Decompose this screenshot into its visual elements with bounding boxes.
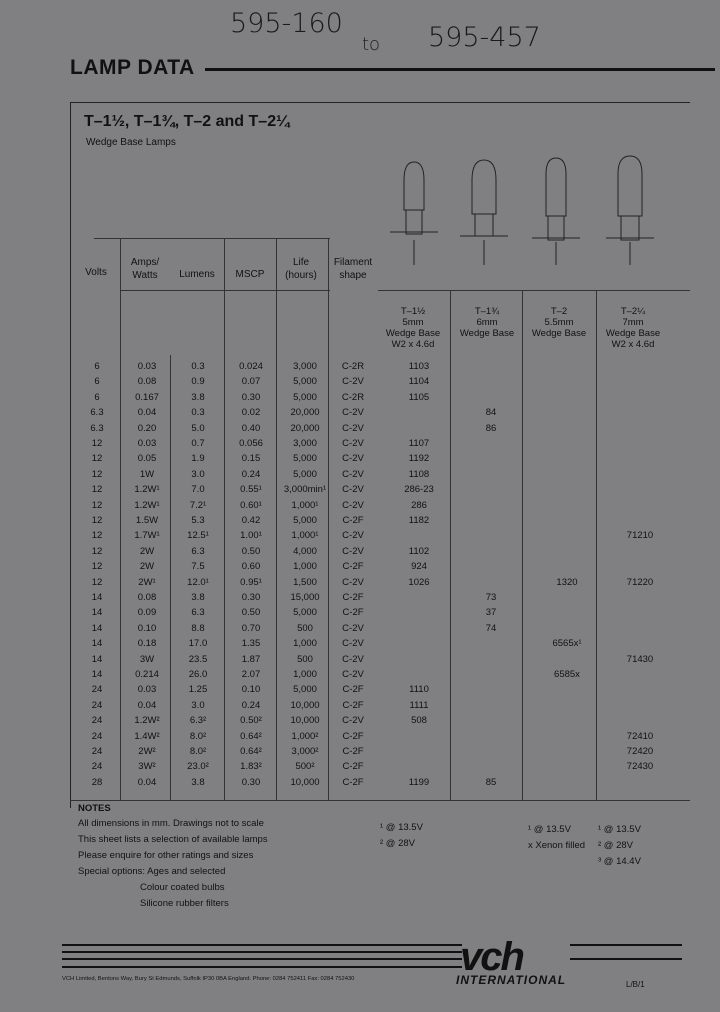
table-cell: C-2F — [342, 684, 364, 696]
table-cell: 0.70 — [241, 622, 261, 634]
table-cell: 0.07 — [241, 376, 261, 388]
header-rule-top — [94, 238, 330, 239]
table-cell: C-2F — [342, 746, 364, 757]
col-divider-8 — [596, 290, 597, 800]
table-cell: 1,000 — [293, 561, 317, 573]
col-divider-7 — [522, 290, 523, 800]
table-cell: 1102 — [408, 545, 430, 557]
table-cell: C-2V — [342, 407, 364, 419]
table-cell: 1110 — [409, 684, 429, 696]
title-rule — [205, 68, 715, 71]
table-cell: 23.0² — [187, 761, 209, 773]
table-cell: 5,000 — [293, 684, 317, 696]
notes-rule — [70, 800, 690, 801]
table-cell: 74 — [485, 622, 497, 634]
handwritten-to: to — [362, 34, 381, 55]
table-cell: 2W — [139, 561, 155, 573]
table-cell: C-2V — [342, 484, 364, 496]
table-cell: 12 — [91, 561, 103, 573]
footnote-col4: ¹ @ 13.5V — [598, 824, 641, 835]
handwritten-part-to: 595-457 — [428, 22, 541, 53]
col-divider-1 — [120, 238, 121, 800]
table-cell: 6.3 — [90, 407, 104, 419]
table-cell: 12.5¹ — [187, 530, 209, 542]
table-cell: 0.05 — [137, 453, 157, 465]
table-cell: 0.214 — [135, 669, 159, 680]
company-address: VCH Limited, Bentons Way, Bury St Edmunds, Suffolk IP30 0BA England. Phone: 0284 752411 Fax: 0284 752430 — [62, 976, 355, 982]
col-divider-2 — [170, 355, 171, 800]
lamp-type-t2-25: T–2¼ 7mm Wedge Base W2 x 4.6d — [605, 306, 661, 350]
table-cell: 24 — [91, 715, 103, 727]
lamp-type-t2: T–2 5.5mm Wedge Base — [531, 306, 587, 339]
brand-international: INTERNATIONAL — [456, 973, 567, 987]
table-cell: 24 — [91, 746, 103, 757]
table-cell: C-2F — [342, 776, 364, 788]
table-cell: C-2V — [342, 468, 364, 480]
table-cell: 5,000 — [293, 468, 317, 480]
table-cell: 0.04 — [137, 407, 157, 419]
table-cell: 24 — [91, 684, 103, 696]
table-cell: C-2V — [342, 545, 364, 557]
table-cell: 0.02 — [241, 407, 261, 419]
table-cell: 1320 — [556, 576, 578, 588]
table-cell: 1,000 — [293, 638, 317, 650]
frame-left-rule — [70, 102, 71, 808]
table-cell: C-2F — [342, 607, 364, 619]
table-cell: 0.60 — [241, 561, 261, 573]
table-cell: 0.7 — [191, 438, 205, 449]
table-cell: C-2V — [342, 422, 364, 434]
col-header-mscp: MSCP — [235, 269, 265, 280]
table-cell: 20,000 — [290, 422, 320, 434]
table-cell: 8.8 — [191, 622, 205, 634]
table-cell: 0.3 — [191, 361, 205, 372]
table-cell: 1,000² — [291, 730, 319, 742]
table-cell: 86 — [485, 422, 497, 434]
table-cell: 1.00¹ — [240, 530, 262, 542]
table-cell: 71430 — [626, 653, 654, 665]
table-cell: 6585x — [554, 669, 580, 680]
table-cell: 37 — [485, 607, 497, 619]
table-cell: 0.55¹ — [240, 484, 262, 496]
table-cell: 7.5 — [191, 561, 205, 573]
table-cell: 12 — [91, 499, 103, 511]
table-cell: 1W — [139, 468, 155, 480]
table-cell: 14 — [91, 622, 103, 634]
table-cell: C-2V — [342, 715, 364, 727]
table-cell: 12 — [91, 515, 103, 526]
table-cell: C-2F — [342, 761, 364, 773]
table-cell: 0.50² — [240, 715, 262, 727]
table-cell: 0.20 — [137, 422, 157, 434]
table-cell: 6.3 — [191, 545, 205, 557]
table-cell: 3,000min¹ — [283, 484, 327, 496]
table-cell: C-2V — [342, 499, 364, 511]
table-cell: 2.07 — [241, 669, 261, 680]
table-cell: 5,000 — [293, 391, 317, 403]
table-cell: 5,000 — [293, 515, 317, 526]
table-cell: 1.9 — [191, 453, 205, 465]
table-cell: 12 — [91, 530, 103, 542]
table-cell: 3.0 — [191, 468, 205, 480]
table-cell: 1.4W² — [134, 730, 160, 742]
table-cell: 14 — [91, 592, 103, 603]
table-cell: 15,000 — [290, 592, 320, 603]
footnote-col4: ³ @ 14.4V — [598, 856, 641, 867]
table-cell: 72420 — [626, 746, 654, 757]
table-cell: 1199 — [408, 776, 430, 788]
table-cell: 5.0 — [191, 422, 205, 434]
table-cell: 6.3 — [90, 422, 104, 434]
table-cell: 1111 — [409, 699, 429, 711]
footnote-col3: ¹ @ 13.5V — [528, 824, 571, 835]
table-cell: 3.8 — [191, 391, 205, 403]
table-cell: 14 — [91, 669, 103, 680]
table-cell: 12 — [91, 576, 103, 588]
table-cell: 12 — [91, 484, 103, 496]
footer-stripe — [570, 944, 682, 946]
note-line: Special options: Ages and selected — [78, 866, 226, 877]
table-cell: C-2F — [342, 699, 364, 711]
table-cell: 3,000 — [293, 438, 317, 449]
table-cell: 28 — [91, 776, 103, 788]
table-cell: 24 — [91, 699, 103, 711]
vch-logo: vch — [460, 935, 523, 979]
table-cell: 8.0² — [189, 746, 207, 757]
col-header-lumens: Lumens — [179, 269, 215, 280]
table-cell: 286 — [411, 499, 427, 511]
table-cell: 0.42 — [241, 515, 261, 526]
table-cell: 0.3 — [191, 407, 205, 419]
table-cell: 12.0¹ — [187, 576, 209, 588]
table-cell: 0.04 — [137, 699, 157, 711]
table-cell: 2W¹ — [138, 576, 156, 588]
footnote-col4: ² @ 28V — [598, 840, 633, 851]
table-cell: 0.18 — [137, 638, 157, 650]
footer-stripe — [62, 958, 462, 960]
table-cell: 72410 — [626, 730, 654, 742]
table-cell: 14 — [91, 638, 103, 650]
table-cell: C-2F — [342, 592, 364, 603]
table-cell: 26.0 — [188, 669, 208, 680]
table-cell: C-2V — [342, 438, 364, 449]
table-cell: 3.0 — [191, 699, 205, 711]
table-cell: 1182 — [408, 515, 430, 526]
table-cell: 10,000 — [290, 699, 320, 711]
footer-stripe — [62, 966, 462, 968]
table-cell: 6 — [94, 391, 100, 403]
table-cell: 0.09 — [137, 607, 157, 619]
table-cell: 1107 — [408, 438, 430, 449]
col-header-amps: Amps/ Watts — [130, 257, 160, 281]
table-cell: 17.0 — [188, 638, 208, 650]
table-cell: 0.167 — [135, 391, 159, 403]
table-cell: C-2F — [342, 561, 364, 573]
table-cell: 2W — [139, 545, 155, 557]
table-cell: 0.30 — [241, 592, 261, 603]
table-cell: 12 — [91, 453, 103, 465]
col-divider-4 — [276, 238, 277, 800]
table-cell: C-2V — [342, 530, 364, 542]
table-cell: 1.2W² — [134, 715, 160, 727]
table-cell: 12 — [91, 438, 103, 449]
table-cell: 0.03 — [137, 438, 157, 449]
col-divider-5 — [328, 238, 329, 800]
table-cell: 12 — [91, 545, 103, 557]
table-cell: 6 — [94, 361, 100, 372]
table-cell: C-2V — [342, 453, 364, 465]
table-cell: 0.40 — [241, 422, 261, 434]
table-cell: 1.2W¹ — [134, 484, 160, 496]
note-line: Please enquire for other ratings and sizes — [78, 850, 254, 861]
table-cell: 0.30 — [241, 776, 261, 788]
table-cell: C-2R — [341, 391, 365, 403]
table-cell: 0.024 — [239, 361, 263, 372]
table-cell: 0.64² — [240, 746, 262, 757]
table-cell: 23.5 — [188, 653, 208, 665]
table-cell: 3W² — [138, 761, 156, 773]
table-cell: 1,000 — [293, 669, 317, 680]
table-cell: 6 — [94, 376, 100, 388]
table-cell: 0.95¹ — [240, 576, 262, 588]
table-cell: 0.9 — [191, 376, 205, 388]
table-cell: 1104 — [408, 376, 430, 388]
table-cell: 8.0² — [189, 730, 207, 742]
table-cell: 1.5W — [135, 515, 159, 526]
lamp-type-t1-75: T–1¾ 6mm Wedge Base — [459, 306, 515, 339]
lamp-drawings — [380, 140, 680, 280]
table-cell: 286-23 — [404, 484, 434, 496]
footer-stripe — [62, 944, 462, 946]
table-cell: 5.3 — [191, 515, 205, 526]
table-cell: 1.83² — [240, 761, 262, 773]
table-cell: 5,000 — [293, 607, 317, 619]
table-cell: 0.15 — [241, 453, 261, 465]
table-cell: 6.3 — [191, 607, 205, 619]
table-cell: 0.24 — [241, 468, 261, 480]
table-cell: 0.10 — [241, 684, 261, 696]
table-cell: 71220 — [626, 576, 654, 588]
handwritten-part-from: 595-160 — [230, 8, 343, 39]
lamp-type-t1-5: T–1½ 5mm Wedge Base W2 x 4.6d — [385, 306, 441, 350]
table-cell: 24 — [91, 730, 103, 742]
col-divider-6 — [450, 290, 451, 800]
table-cell: 500 — [297, 653, 313, 665]
table-cell: 7.0 — [191, 484, 205, 496]
table-cell: 3,000 — [293, 361, 317, 372]
footnote-col1: ² @ 28V — [380, 838, 415, 849]
page-title: LAMP DATA — [70, 56, 195, 79]
table-cell: 0.50 — [241, 607, 261, 619]
table-cell: 7.2¹ — [189, 499, 207, 511]
table-cell: C-2V — [342, 669, 364, 680]
table-cell: 0.60¹ — [240, 499, 262, 511]
table-cell: 1,000¹ — [291, 499, 319, 511]
table-cell: 0.056 — [239, 438, 263, 449]
table-cell: 0.08 — [137, 376, 157, 388]
table-cell: 72430 — [626, 761, 654, 773]
table-cell: 14 — [91, 607, 103, 619]
note-line: Silicone rubber filters — [140, 898, 229, 909]
table-cell: C-2V — [342, 376, 364, 388]
table-cell: 1.7W¹ — [134, 530, 160, 542]
table-cell: 10,000 — [290, 715, 320, 727]
table-cell: 1.25 — [188, 684, 208, 696]
lamp-drawing-t1-75 — [460, 160, 508, 265]
footer-stripe — [62, 951, 462, 953]
table-cell: 5,000 — [293, 453, 317, 465]
table-cell: C-2V — [342, 653, 364, 665]
table-cell: 14 — [91, 653, 103, 665]
table-cell: 0.03 — [137, 361, 157, 372]
table-cell: 2W² — [138, 746, 156, 757]
table-cell: 1108 — [408, 468, 430, 480]
table-cell: 0.64² — [240, 730, 262, 742]
table-cell: 6.3² — [189, 715, 207, 727]
table-cell: 1192 — [408, 453, 430, 465]
table-cell: C-2F — [342, 515, 364, 526]
header-rule-bottom — [120, 290, 330, 291]
table-cell: 1103 — [408, 361, 430, 372]
table-cell: C-2R — [341, 361, 365, 372]
table-cell: 5,000 — [293, 376, 317, 388]
note-line: All dimensions in mm. Drawings not to scale — [78, 818, 264, 829]
section-heading: T–1½, T–1¾, T–2 and T–2¼ — [84, 113, 290, 130]
footer-stripe — [570, 958, 682, 960]
lamp-header-rule — [378, 290, 690, 291]
table-cell: 0.24 — [241, 699, 261, 711]
document-code: L/B/1 — [626, 980, 645, 989]
footnote-col1: ¹ @ 13.5V — [380, 822, 423, 833]
table-cell: 10,000 — [290, 776, 320, 788]
lamp-drawing-t2-25 — [606, 156, 654, 265]
table-cell: 73 — [485, 592, 497, 603]
table-cell: 3.8 — [191, 776, 205, 788]
table-cell: 6565x¹ — [552, 638, 582, 650]
table-cell: 500 — [297, 622, 313, 634]
table-cell: 1.35 — [241, 638, 261, 650]
table-cell: 20,000 — [290, 407, 320, 419]
footnote-col3: x Xenon filled — [528, 840, 586, 851]
table-cell: C-2V — [342, 622, 364, 634]
table-cell: 1,000¹ — [291, 530, 319, 542]
table-cell: 4,000 — [293, 545, 317, 557]
table-cell: 84 — [485, 407, 497, 419]
notes-heading: NOTES — [78, 803, 111, 814]
table-cell: 0.08 — [137, 592, 157, 603]
section-subheading: Wedge Base Lamps — [86, 137, 176, 148]
table-cell: C-2F — [342, 730, 364, 742]
table-cell: 85 — [485, 776, 497, 788]
table-cell: 0.30 — [241, 391, 261, 403]
table-cell: 3,000² — [291, 746, 319, 757]
table-cell: 924 — [411, 561, 427, 573]
note-line: Colour coated bulbs — [140, 882, 225, 893]
frame-top-rule — [70, 102, 690, 103]
table-cell: 24 — [91, 761, 103, 773]
table-cell: 1.87 — [241, 653, 261, 665]
table-cell: 71210 — [626, 530, 654, 542]
table-cell: 3.8 — [191, 592, 205, 603]
col-divider-3 — [224, 238, 225, 800]
table-cell: 3W — [139, 653, 155, 665]
table-cell: C-2V — [342, 576, 364, 588]
lamp-drawing-t2 — [532, 158, 580, 265]
table-cell: 1026 — [408, 576, 430, 588]
table-cell: 12 — [91, 468, 103, 480]
col-header-filament: Filament shape — [333, 257, 373, 281]
table-cell: 508 — [411, 715, 427, 727]
col-header-life: Life (hours) — [285, 257, 317, 281]
table-cell: 0.10 — [137, 622, 157, 634]
lamp-drawing-t1-5 — [390, 162, 438, 265]
table-cell: 500² — [295, 761, 315, 773]
table-cell: C-2V — [342, 638, 364, 650]
col-header-volts: Volts — [85, 267, 107, 278]
table-cell: 1,500 — [293, 576, 317, 588]
table-cell: 0.50 — [241, 545, 261, 557]
table-cell: 0.03 — [137, 684, 157, 696]
note-line: This sheet lists a selection of available lamps — [78, 834, 268, 845]
table-cell: 1105 — [408, 391, 430, 403]
table-cell: 0.04 — [137, 776, 157, 788]
table-cell: 1.2W¹ — [134, 499, 160, 511]
